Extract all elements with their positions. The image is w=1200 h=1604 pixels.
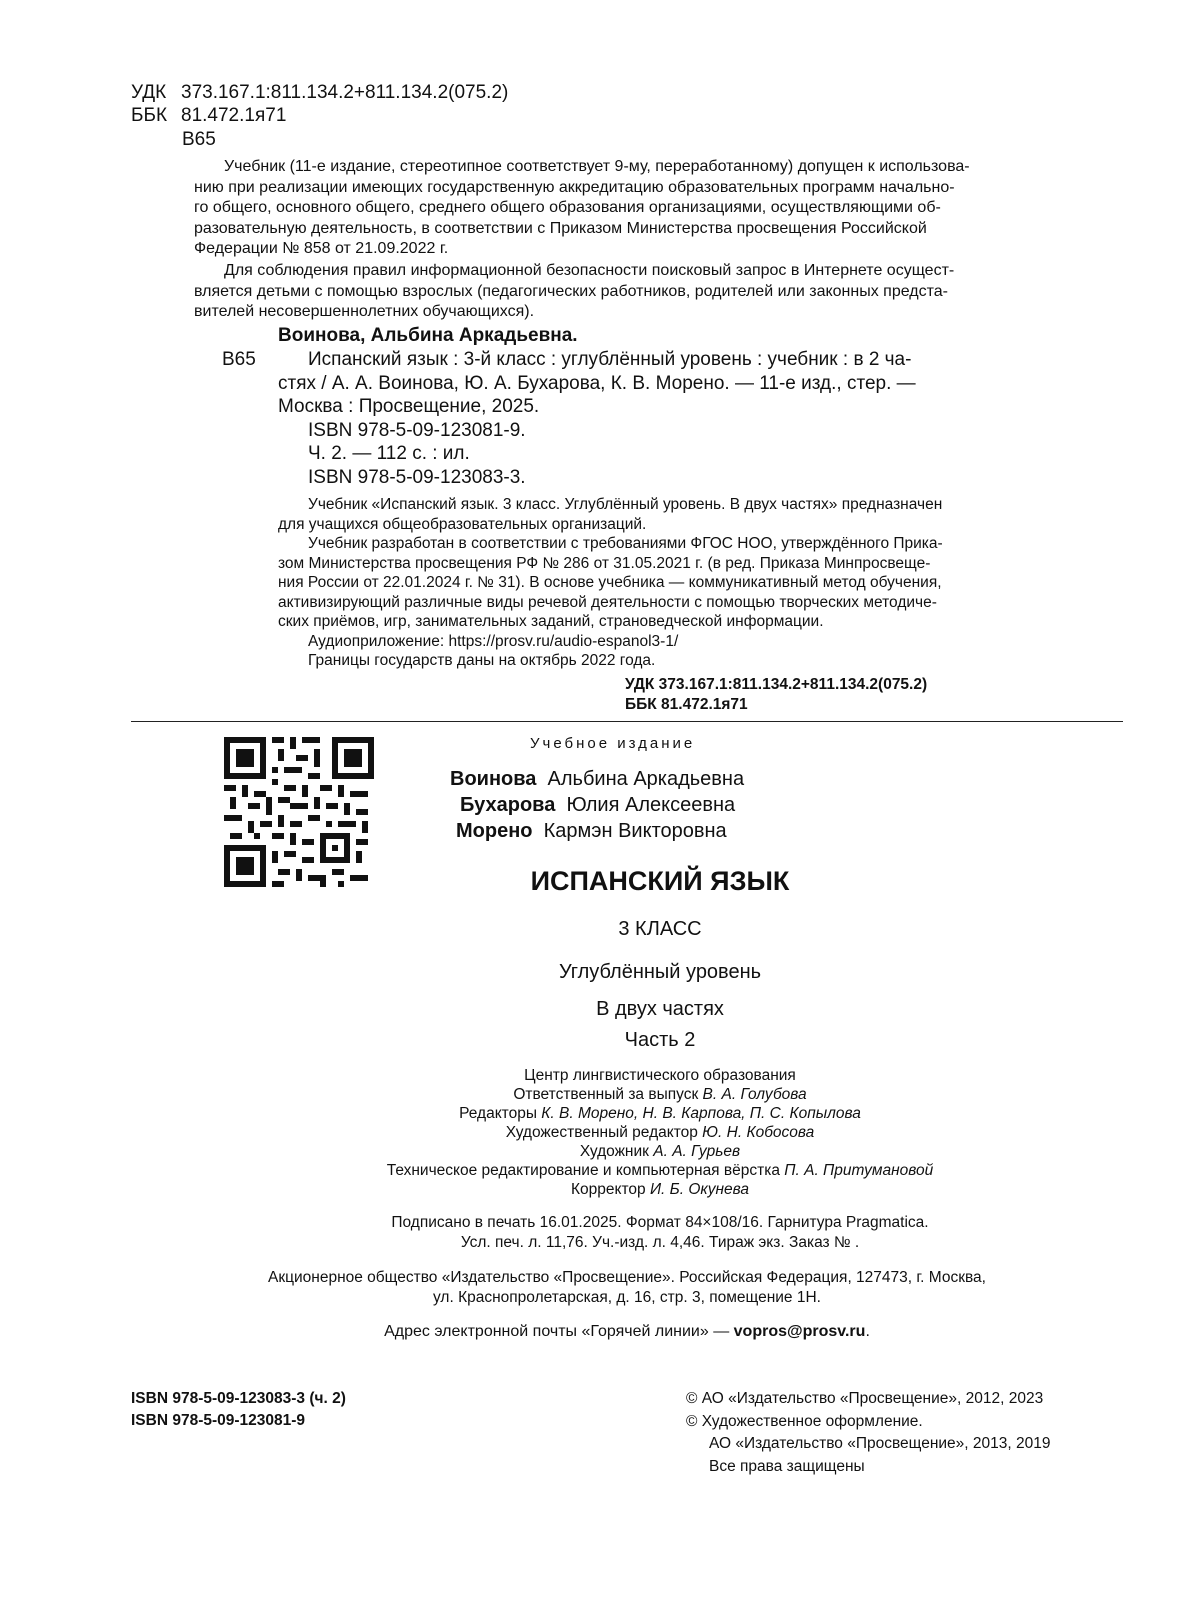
print-info <box>300 1213 1020 1252</box>
author-surname: Воинова <box>450 768 537 790</box>
borders-note: Границы государств даны на октябрь 2022 года. <box>308 652 656 669</box>
footer-isbn-main: ISBN 978-5-09-123081-9 <box>131 1412 306 1429</box>
annotation-line: ния России от 22.01.2024 г. № 31). В основе учебника — коммуникативный метод обучения, <box>278 574 942 591</box>
annotation-line: Учебник разработан в соответствии с требованиями ФГОС НОО, утверждённого Прика- <box>308 535 943 552</box>
annotation-line: Учебник «Испанский язык. 3 класс. Углублённый уровень. В двух частях» предназначен <box>308 496 943 513</box>
email-link[interactable]: vopros@prosv.ru <box>733 1323 866 1340</box>
audio-link[interactable]: Аудиоприложение: https://prosv.ru/audio-espanol3-1/ <box>308 632 679 650</box>
approval-line: нию при реализации имеющих государственную аккредитацию образовательных программ начально- <box>194 178 955 196</box>
annotation-line: ских приёмов, игр, занимательных заданий, страноведческой информации. <box>278 613 824 630</box>
publisher-address <box>131 1268 1123 1308</box>
hotline-email: Адрес электронной почты «Горячей линии» — vopros@prosv.ru. <box>384 1323 870 1340</box>
credit-line: Ответственный за выпуск В. А. Голубова <box>513 1086 807 1103</box>
qr-code[interactable] <box>224 737 374 887</box>
author-surname: Морено <box>456 820 533 842</box>
udk-value: 373.167.1:811.134.2+811.134.2(075.2) <box>181 82 509 103</box>
catalog-part-info: Ч. 2. — 112 с. : ил. <box>308 443 470 464</box>
copyright-design: © Художественное оформление. <box>686 1413 923 1430</box>
approval-line: Федерации № 858 от 21.09.2022 г. <box>194 240 449 257</box>
author-name: Альбина Аркадьевна <box>547 768 745 790</box>
catalog-annotation <box>278 495 943 671</box>
credit-line: Редакторы К. В. Морено, Н. В. Карпова, П. С. Копылова <box>459 1105 861 1122</box>
safety-line: вителей несовершеннолетних обучающихся). <box>194 303 535 320</box>
bbk-label: ББК <box>131 105 168 126</box>
approval-line: разовательную деятельность, в соответствии с Приказом Министерства просвещения Российской <box>194 219 927 237</box>
author-name: Юлия Алексеевна <box>566 794 736 816</box>
rights-reserved: Все права защищены <box>709 1458 865 1475</box>
author-surname: Бухарова <box>460 794 556 816</box>
level: Углублённый уровень <box>558 961 762 983</box>
credits-block <box>300 1066 1020 1199</box>
approval-notice <box>194 157 1074 260</box>
catalog-title-line: Москва : Просвещение, 2025. <box>278 396 540 417</box>
annotation-line: активизирующий различные виды речевой деятельности с помощью творческих методиче- <box>278 593 937 611</box>
author-line <box>460 794 735 817</box>
catalog-bbk: ББК 81.472.1я71 <box>625 696 748 713</box>
bbk-value: 81.472.1я71 <box>181 105 287 126</box>
approval-line: Учебник (11-е издание, стереотипное соответствует 9-му, переработанному) допущен к использова- <box>224 158 970 175</box>
catalog-title-block <box>278 348 916 489</box>
credit-line: Техническое редактирование и компьютерная вёрстка П. А. Притумановой <box>386 1162 934 1179</box>
catalog-isbn-main: ISBN 978-5-09-123081-9. <box>308 419 526 441</box>
credit-line: Корректор И. Б. Окунева <box>570 1181 749 1198</box>
catalog-title-line: Испанский язык : 3-й класс : углублённый уровень : учебник : в 2 ча- <box>308 349 912 370</box>
catalog-author-heading: Воинова, Альбина Аркадьевна. <box>278 325 578 346</box>
credit-line: Художник А. А. Гурьев <box>579 1143 741 1160</box>
part: Часть 2 <box>624 1029 696 1051</box>
publishing-center: Центр лингвистического образования <box>524 1067 796 1084</box>
author-mark: В65 <box>182 129 216 150</box>
copyright-design-publisher: АО «Издательство «Просвещение», 2013, 2019 <box>709 1435 1051 1452</box>
catalog-mark: В65 <box>222 349 256 370</box>
print-line: Подписано в печать 16.01.2025. Формат 84×108/16. Гарнитура Pragmatica. <box>391 1214 929 1231</box>
bbk-row <box>131 104 286 127</box>
udk-row <box>131 81 508 104</box>
author-line <box>456 820 727 843</box>
catalog-title-line: стях / А. А. Воинова, Ю. А. Бухарова, К. В. Морено. — 11-е изд., стер. — <box>278 372 916 394</box>
catalog-udk: УДК 373.167.1:811.134.2+811.134.2(075.2) <box>625 676 928 693</box>
edition-type: Учебное издание <box>530 735 696 752</box>
grade: 3 КЛАСС <box>618 918 702 940</box>
author-name: Кармэн Викторовна <box>543 820 727 842</box>
footer-isbn-part: ISBN 978-5-09-123083-3 (ч. 2) <box>131 1390 346 1407</box>
divider <box>131 721 1123 722</box>
author-line <box>450 768 744 791</box>
approval-line: го общего, основного общего, среднего общего образования организациями, осуществляющими об- <box>194 199 941 216</box>
annotation-line: зом Министерства просвещения РФ № 286 от 31.05.2021 г. (в ред. Приказа Минпросвеще- <box>278 554 931 572</box>
publisher-line: Акционерное общество «Издательство «Просвещение». Российская Федерация, 127473, г. Москва, <box>268 1269 986 1286</box>
internet-safety-notice <box>194 261 1074 323</box>
annotation-line: для учащихся общеобразовательных организаций. <box>278 515 647 533</box>
catalog-isbn-part: ISBN 978-5-09-123083-3. <box>308 466 526 488</box>
publisher-line: ул. Краснопролетарская, д. 16, стр. 3, помещение 1Н. <box>433 1289 821 1306</box>
copyright-publisher: © АО «Издательство «Просвещение», 2012, 2023 <box>686 1390 1044 1407</box>
print-line: Усл. печ. л. 11,76. Уч.-изд. л. 4,46. Тираж экз. Заказ № . <box>460 1233 860 1251</box>
udk-label: УДК <box>131 82 167 103</box>
safety-line: вляется детьми с помощью взрослых (педагогических работников, родителей или законных предста- <box>194 282 948 300</box>
credit-line: Художественный редактор Ю. Н. Кобосова <box>505 1124 815 1141</box>
book-title: ИСПАНСКИЙ ЯЗЫК <box>530 866 790 896</box>
safety-line: Для соблюдения правил информационной безопасности поисковый запрос в Интернете осущест- <box>224 262 955 279</box>
parts: В двух частях <box>596 998 724 1020</box>
